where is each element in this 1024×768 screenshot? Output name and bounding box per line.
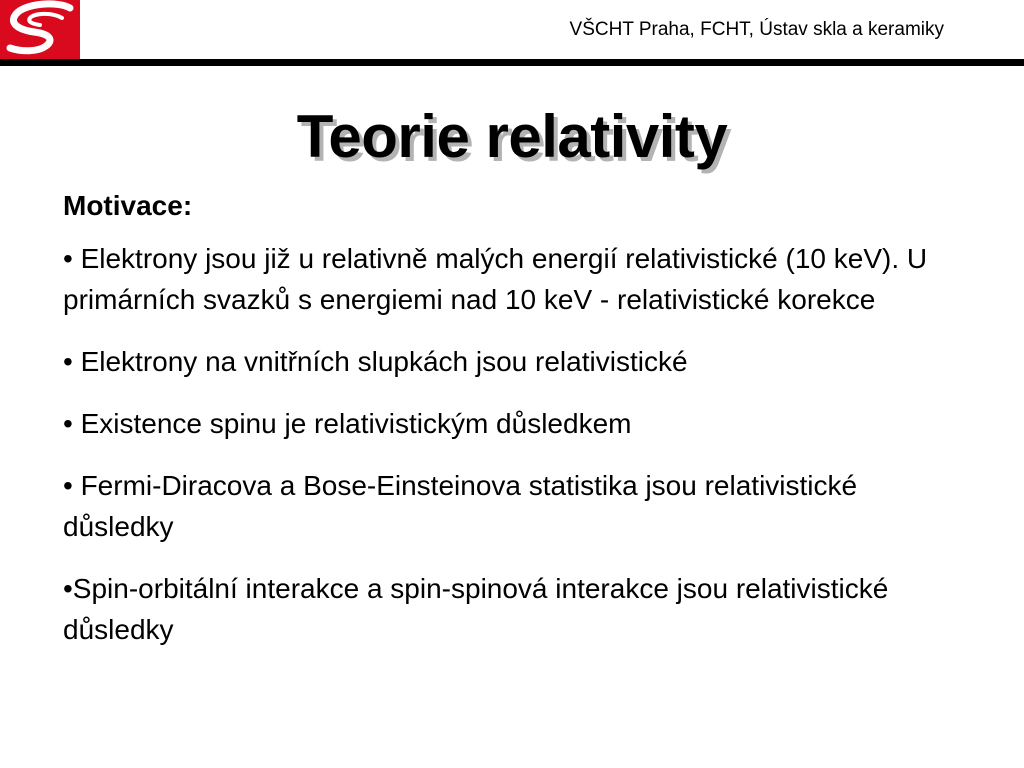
vscht-logo-icon (0, 0, 80, 59)
bullet-item: • Fermi-Diracova a Bose-Einsteinova statistika jsou relativistické důsledky (63, 470, 858, 542)
bullet-item: • Existence spinu je relativistickým důsledkem (63, 408, 632, 439)
section-heading: Motivace: (63, 190, 193, 221)
institution-name: VŠCHT Praha, FCHT, Ústav skla a keramiky (569, 19, 944, 40)
bullet-item: • Elektrony jsou již u relativně malých energií relativistické (10 keV). U primárních svazků s energiemi nad 10 keV - relativistické korekce (63, 243, 928, 315)
header-divider (0, 59, 1024, 66)
vscht-logo (0, 0, 80, 59)
slide-content (63, 186, 963, 671)
slide-title: Teorie relativity (296, 103, 728, 170)
bullet-list (63, 238, 963, 650)
bullet-item: • Elektrony na vnitřních slupkách jsou relativistické (63, 346, 688, 377)
bullet-item: •Spin-orbitální interakce a spin-spinová interakce jsou relativistické důsledky (63, 573, 889, 645)
